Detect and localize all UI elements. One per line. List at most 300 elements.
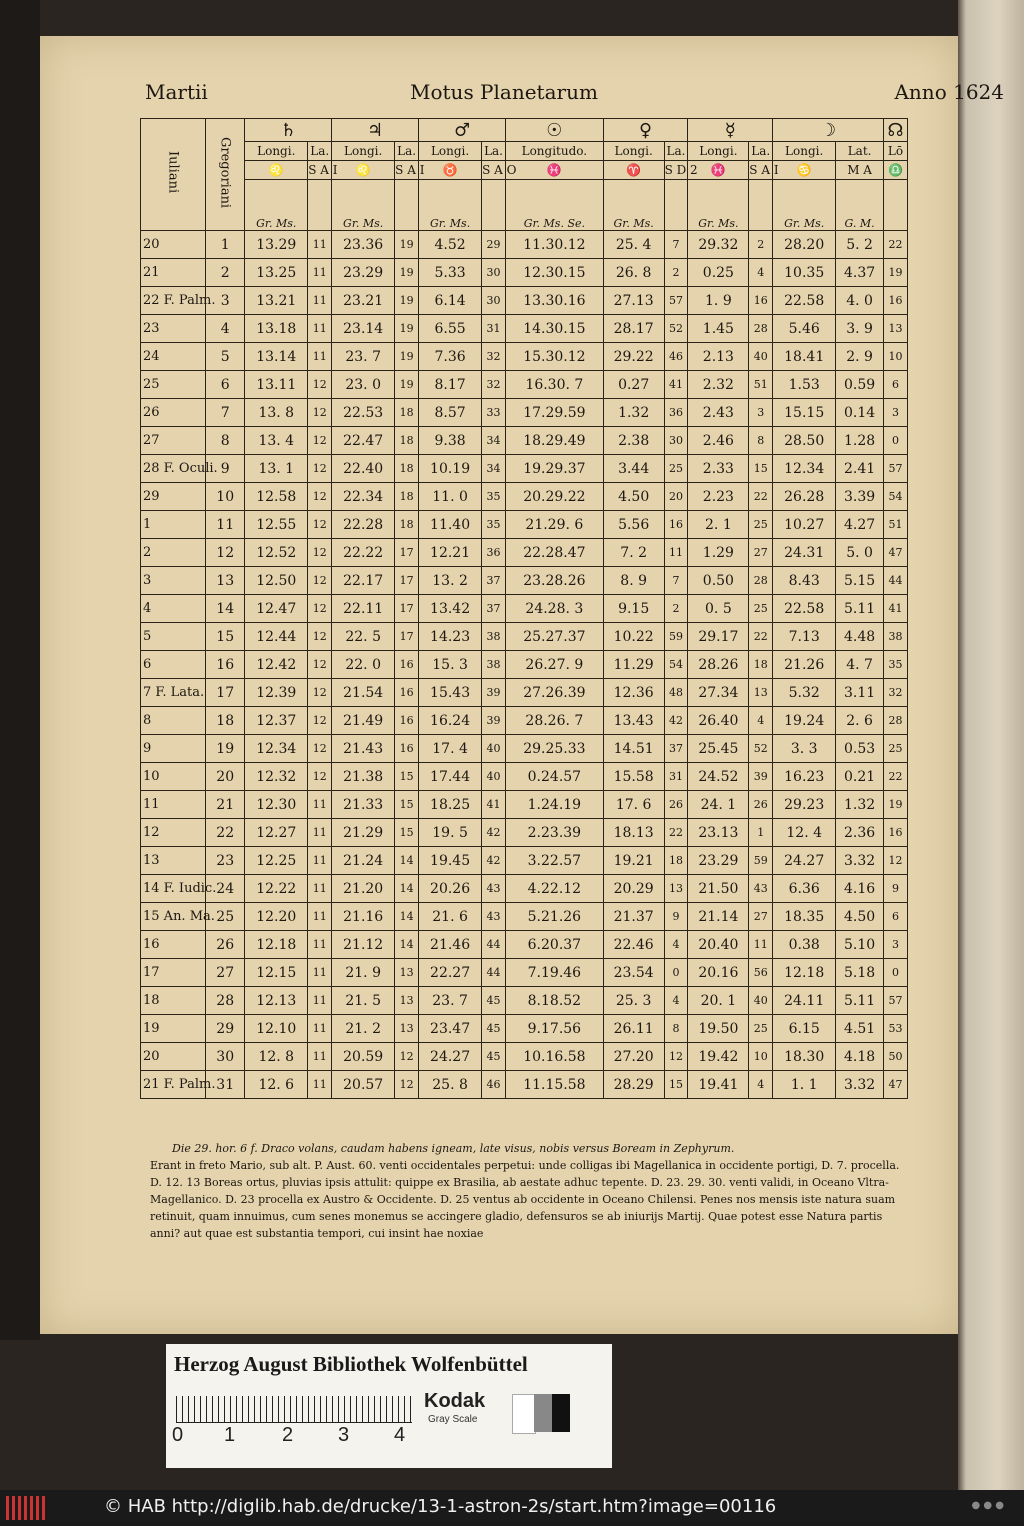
table-row <box>141 707 908 735</box>
table-cell: 22.27 <box>419 959 482 987</box>
ruler-number: 4 <box>394 1424 406 1446</box>
table-cell: 21.50 <box>688 875 749 903</box>
table-cell: 36 <box>664 399 688 427</box>
table-cell: 23.47 <box>419 1015 482 1043</box>
table-cell: 23.29 <box>688 847 749 875</box>
table-cell: 0 <box>664 959 688 987</box>
table-row <box>141 1071 908 1099</box>
ruler-number: 0 <box>172 1424 184 1446</box>
table-cell: 12.18 <box>245 931 308 959</box>
table-cell: 11.40 <box>419 511 482 539</box>
table-row <box>141 455 908 483</box>
table-cell: 8.18.52 <box>505 987 603 1015</box>
table-cell: 12. 8 <box>245 1043 308 1071</box>
table-cell: 5.11 <box>836 987 884 1015</box>
col-unit: Gr. Ms. <box>773 180 836 231</box>
table-cell: 2.23.39 <box>505 819 603 847</box>
table-cell: 16 <box>141 931 206 959</box>
table-cell: 12.15 <box>245 959 308 987</box>
table-cell: 22.28 <box>332 511 395 539</box>
table-cell: 31 <box>206 1071 245 1099</box>
ephemeris-table <box>140 118 908 1099</box>
table-cell: 22 <box>884 763 908 791</box>
table-cell: 27.26.39 <box>505 679 603 707</box>
table-cell: 13.25 <box>245 259 308 287</box>
table-row <box>141 371 908 399</box>
col-sign: ♎ <box>884 161 908 180</box>
table-cell: 25. 3 <box>603 987 664 1015</box>
gray-swatch-white <box>512 1394 536 1434</box>
table-cell: 12 <box>308 763 332 791</box>
table-cell: 12.21 <box>419 539 482 567</box>
table-cell: 17 <box>395 595 419 623</box>
table-cell: 12 <box>308 567 332 595</box>
col-unit: Gr. Ms. <box>603 180 664 231</box>
table-cell: 20.57 <box>332 1071 395 1099</box>
table-cell: 12 <box>308 539 332 567</box>
col-sign: S A I <box>749 161 773 180</box>
table-cell: 1.29 <box>688 539 749 567</box>
table-cell: 18 <box>395 399 419 427</box>
table-cell: 5.32 <box>773 679 836 707</box>
col-sign: S A I <box>308 161 332 180</box>
table-cell: 10 <box>206 483 245 511</box>
table-cell: 28.29 <box>603 1071 664 1099</box>
table-cell: 12 <box>308 707 332 735</box>
table-cell: 21.24 <box>332 847 395 875</box>
table-cell: 10 <box>884 343 908 371</box>
table-cell: 22. 0 <box>332 651 395 679</box>
col-sign: S A O <box>482 161 506 180</box>
table-cell: 24. 1 <box>688 791 749 819</box>
table-cell: 27 <box>749 903 773 931</box>
table-cell: 22. 5 <box>332 623 395 651</box>
table-cell: 19.42 <box>688 1043 749 1071</box>
table-cell: 11 <box>308 903 332 931</box>
table-cell: 2 <box>141 539 206 567</box>
table-cell: 13 <box>141 847 206 875</box>
col-label: Longi. <box>332 142 395 161</box>
table-cell: 1.45 <box>688 315 749 343</box>
table-cell: 5.46 <box>773 315 836 343</box>
col-unit <box>482 180 506 231</box>
table-cell: 0 <box>884 959 908 987</box>
table-cell: 10.19 <box>419 455 482 483</box>
table-cell: 21 <box>206 791 245 819</box>
table-cell: 4 <box>749 259 773 287</box>
table-cell: 21.43 <box>332 735 395 763</box>
table-cell: 11 <box>308 819 332 847</box>
table-cell: 5.33 <box>419 259 482 287</box>
table-cell: 57 <box>664 287 688 315</box>
col-sign: ♈ <box>603 161 664 180</box>
table-cell: 11 <box>308 791 332 819</box>
table-cell: 38 <box>884 623 908 651</box>
table-cell: 23. 0 <box>332 371 395 399</box>
table-cell: 25.45 <box>688 735 749 763</box>
table-row <box>141 847 908 875</box>
header-month: Martii <box>145 80 208 104</box>
table-cell: 22.28.47 <box>505 539 603 567</box>
table-cell: 15.15 <box>773 399 836 427</box>
table-cell: 14 <box>395 847 419 875</box>
table-cell: 12.10 <box>245 1015 308 1043</box>
table-cell: 16 <box>884 287 908 315</box>
table-cell: 21.54 <box>332 679 395 707</box>
table-cell: 12 <box>308 483 332 511</box>
table-cell: 15. 3 <box>419 651 482 679</box>
jupiter-symbol: ♃ <box>332 119 419 142</box>
table-cell: 29.32 <box>688 231 749 259</box>
table-cell: 25 <box>141 371 206 399</box>
col-label: Longitudo. <box>505 142 603 161</box>
table-cell: 4 <box>749 707 773 735</box>
table-cell: 1 <box>206 231 245 259</box>
table-cell: 3 <box>141 567 206 595</box>
table-cell: 11 <box>141 791 206 819</box>
table-cell: 11 <box>308 959 332 987</box>
header-year: Anno 1624 <box>894 80 1004 104</box>
table-cell: 8.57 <box>419 399 482 427</box>
table-cell: 24.28. 3 <box>505 595 603 623</box>
table-cell: 12.34 <box>245 735 308 763</box>
table-cell: 19. 5 <box>419 819 482 847</box>
table-cell: 12 <box>308 595 332 623</box>
table-cell: 6.14 <box>419 287 482 315</box>
table-cell: 15 An. Ma. <box>141 903 206 931</box>
table-row <box>141 259 908 287</box>
table-cell: 17 <box>395 567 419 595</box>
table-row <box>141 595 908 623</box>
table-cell: 41 <box>664 371 688 399</box>
table-row <box>141 987 908 1015</box>
table-cell: 22 <box>749 623 773 651</box>
table-cell: 20.16 <box>688 959 749 987</box>
col-label: Longi. <box>688 142 749 161</box>
table-cell: 11 <box>749 931 773 959</box>
table-cell: 24.27 <box>773 847 836 875</box>
table-cell: 2 <box>664 259 688 287</box>
table-cell: 12 <box>206 539 245 567</box>
table-cell: 21.37 <box>603 903 664 931</box>
table-cell: 48 <box>664 679 688 707</box>
table-cell: 12 <box>395 1043 419 1071</box>
table-cell: 23.36 <box>332 231 395 259</box>
table-cell: 12. 4 <box>773 819 836 847</box>
table-cell: 29.17 <box>688 623 749 651</box>
table-cell: 31 <box>664 763 688 791</box>
table-cell: 20 <box>206 763 245 791</box>
table-cell: 13.21 <box>245 287 308 315</box>
table-cell: 12.34 <box>773 455 836 483</box>
table-cell: 9 <box>884 875 908 903</box>
ruler-number: 1 <box>224 1424 236 1446</box>
table-cell: 19 <box>395 287 419 315</box>
table-cell: 44 <box>482 931 506 959</box>
table-cell: 40 <box>749 343 773 371</box>
table-cell: 1 <box>749 819 773 847</box>
table-cell: 22.34 <box>332 483 395 511</box>
table-row <box>141 819 908 847</box>
table-cell: 4 <box>749 1071 773 1099</box>
table-cell: 45 <box>482 987 506 1015</box>
table-cell: 29.22 <box>603 343 664 371</box>
table-cell: 19.21 <box>603 847 664 875</box>
table-cell: 14 <box>206 595 245 623</box>
table-cell: 1. 1 <box>773 1071 836 1099</box>
table-cell: 4.18 <box>836 1043 884 1071</box>
table-cell: 2. 1 <box>688 511 749 539</box>
table-cell: 21. 9 <box>332 959 395 987</box>
table-cell: 20.40 <box>688 931 749 959</box>
table-cell: 12.36 <box>603 679 664 707</box>
table-cell: 4.50 <box>836 903 884 931</box>
col-unit: Gr. Ms. <box>332 180 395 231</box>
table-cell: 20.26 <box>419 875 482 903</box>
table-cell: 25 <box>884 735 908 763</box>
table-cell: 43 <box>749 875 773 903</box>
table-cell: 21.12 <box>332 931 395 959</box>
table-cell: 53 <box>884 1015 908 1043</box>
table-cell: 9 <box>206 455 245 483</box>
table-cell: 10.22 <box>603 623 664 651</box>
table-cell: 22 F. Palm. <box>141 287 206 315</box>
table-cell: 7 <box>206 399 245 427</box>
table-cell: 20.29.22 <box>505 483 603 511</box>
table-cell: 20.29 <box>603 875 664 903</box>
table-cell: 18 <box>395 511 419 539</box>
table-cell: 1.24.19 <box>505 791 603 819</box>
table-cell: 17 <box>141 959 206 987</box>
table-cell: 3 <box>749 399 773 427</box>
table-cell: 15 <box>395 763 419 791</box>
table-cell: 4.16 <box>836 875 884 903</box>
col-label: Longi. <box>603 142 664 161</box>
table-cell: 12.42 <box>245 651 308 679</box>
table-cell: 37 <box>482 595 506 623</box>
table-cell: 19 <box>395 371 419 399</box>
table-cell: 13.29 <box>245 231 308 259</box>
table-cell: 44 <box>482 959 506 987</box>
table-cell: 40 <box>482 763 506 791</box>
table-cell: 5. 0 <box>836 539 884 567</box>
table-cell: 2.43 <box>688 399 749 427</box>
table-cell: 3. 9 <box>836 315 884 343</box>
table-cell: 3 <box>884 931 908 959</box>
table-row <box>141 931 908 959</box>
table-cell: 25.27.37 <box>505 623 603 651</box>
table-cell: 19.41 <box>688 1071 749 1099</box>
table-cell: 35 <box>482 511 506 539</box>
table-cell: 30 <box>482 287 506 315</box>
table-cell: 14 <box>395 931 419 959</box>
table-row <box>141 399 908 427</box>
table-cell: 3.39 <box>836 483 884 511</box>
gray-swatch-mid <box>534 1394 552 1432</box>
table-cell: 12.18 <box>773 959 836 987</box>
table-cell: 8 <box>141 707 206 735</box>
col-unit <box>884 180 908 231</box>
table-cell: 12.52 <box>245 539 308 567</box>
table-cell: 12.55 <box>245 511 308 539</box>
table-cell: 4. 0 <box>836 287 884 315</box>
table-cell: 32 <box>884 679 908 707</box>
table-cell: 27 <box>206 959 245 987</box>
table-cell: 1 <box>141 511 206 539</box>
note-paragraph: Die 29. hor. 6 f. Draco volans, caudam habens igneam, late visus, nobis versus Boream in Zephyrum. <box>172 1142 735 1155</box>
col-unit: G. M. <box>836 180 884 231</box>
table-cell: 13.42 <box>419 595 482 623</box>
table-cell: 51 <box>749 371 773 399</box>
table-cell: 4.48 <box>836 623 884 651</box>
table-cell: 24.52 <box>688 763 749 791</box>
table-cell: 12 <box>308 427 332 455</box>
table-cell: 10.27 <box>773 511 836 539</box>
table-cell: 35 <box>884 651 908 679</box>
table-cell: 21.26 <box>773 651 836 679</box>
table-cell: 10 <box>749 1043 773 1071</box>
table-cell: 28.20 <box>773 231 836 259</box>
table-cell: 18 <box>141 987 206 1015</box>
table-cell: 16.24 <box>419 707 482 735</box>
table-cell: 12.58 <box>245 483 308 511</box>
table-cell: 28.26. 7 <box>505 707 603 735</box>
table-cell: 8 <box>206 427 245 455</box>
table-cell: 34 <box>482 455 506 483</box>
table-cell: 22 <box>884 231 908 259</box>
table-cell: 25 <box>664 455 688 483</box>
table-cell: 29 <box>141 483 206 511</box>
table-row <box>141 651 908 679</box>
mars-symbol: ♂ <box>419 119 506 142</box>
table-cell: 21.33 <box>332 791 395 819</box>
table-row <box>141 735 908 763</box>
table-cell: 26.40 <box>688 707 749 735</box>
table-cell: 22 <box>206 819 245 847</box>
gregorian-header: Gregoriani <box>206 119 245 231</box>
table-row <box>141 483 908 511</box>
table-cell: 26 <box>141 399 206 427</box>
table-cell: 20 <box>664 483 688 511</box>
table-cell: 13. 4 <box>245 427 308 455</box>
table-cell: 13 <box>664 875 688 903</box>
table-cell: 26 <box>664 791 688 819</box>
table-cell: 54 <box>664 651 688 679</box>
table-cell: 8 <box>664 1015 688 1043</box>
table-cell: 13. 1 <box>245 455 308 483</box>
table-cell: 16 <box>749 287 773 315</box>
table-cell: 0.21 <box>836 763 884 791</box>
table-cell: 24.31 <box>773 539 836 567</box>
kodak-logo: Kodak <box>424 1390 486 1412</box>
table-cell: 37 <box>664 735 688 763</box>
table-cell: 9 <box>141 735 206 763</box>
table-cell: 19 <box>141 1015 206 1043</box>
table-cell: 11 <box>308 1015 332 1043</box>
table-cell: 24 <box>206 875 245 903</box>
table-cell: 59 <box>664 623 688 651</box>
table-cell: 17.29.59 <box>505 399 603 427</box>
table-cell: 14.51 <box>603 735 664 763</box>
table-cell: 21.38 <box>332 763 395 791</box>
table-cell: 18 <box>664 847 688 875</box>
table-cell: 22.46 <box>603 931 664 959</box>
table-cell: 20 <box>141 231 206 259</box>
table-cell: 54 <box>884 483 908 511</box>
table-cell: 0.24.57 <box>505 763 603 791</box>
table-cell: 3. 3 <box>773 735 836 763</box>
table-cell: 0.50 <box>688 567 749 595</box>
adjacent-page <box>958 0 1024 1490</box>
table-cell: 0. 5 <box>688 595 749 623</box>
table-cell: 0.14 <box>836 399 884 427</box>
moon-symbol: ☽ <box>773 119 884 142</box>
table-cell: 26 <box>749 791 773 819</box>
table-cell: 14 <box>395 875 419 903</box>
table-cell: 11 <box>308 231 332 259</box>
table-cell: 7.36 <box>419 343 482 371</box>
table-cell: 18.41 <box>773 343 836 371</box>
table-cell: 6 <box>884 371 908 399</box>
table-cell: 22.17 <box>332 567 395 595</box>
table-cell: 42 <box>482 819 506 847</box>
table-cell: 11 <box>308 847 332 875</box>
table-cell: 14 F. Iudic. <box>141 875 206 903</box>
table-cell: 45 <box>482 1015 506 1043</box>
table-cell: 10.16.58 <box>505 1043 603 1071</box>
scan-background <box>0 0 40 1340</box>
table-cell: 2.13 <box>688 343 749 371</box>
table-cell: 24 <box>141 343 206 371</box>
table-cell: 28 <box>884 707 908 735</box>
table-cell: 27.34 <box>688 679 749 707</box>
table-cell: 19 <box>206 735 245 763</box>
table-cell: 6.20.37 <box>505 931 603 959</box>
ruler-number: 3 <box>338 1424 350 1446</box>
table-cell: 34 <box>482 427 506 455</box>
table-row <box>141 539 908 567</box>
table-cell: 2. 6 <box>836 707 884 735</box>
table-cell: 12 <box>884 847 908 875</box>
col-sign: ♓ <box>688 161 749 180</box>
table-cell: 1. 9 <box>688 287 749 315</box>
table-cell: 14.23 <box>419 623 482 651</box>
table-cell: 21.20 <box>332 875 395 903</box>
table-cell: 29 <box>206 1015 245 1043</box>
table-cell: 23.13 <box>688 819 749 847</box>
table-cell: 13 <box>206 567 245 595</box>
table-cell: 2.41 <box>836 455 884 483</box>
table-cell: 15 <box>664 1071 688 1099</box>
table-cell: 12.44 <box>245 623 308 651</box>
table-cell: 4.27 <box>836 511 884 539</box>
table-cell: 37 <box>482 567 506 595</box>
table-cell: 41 <box>482 791 506 819</box>
table-cell: 19.24 <box>773 707 836 735</box>
table-cell: 17 <box>206 679 245 707</box>
table-cell: 13 <box>395 959 419 987</box>
table-cell: 27 <box>749 539 773 567</box>
saturn-symbol: ♄ <box>245 119 332 142</box>
table-cell: 17. 6 <box>603 791 664 819</box>
table-cell: 6 <box>206 371 245 399</box>
table-cell: 12.13 <box>245 987 308 1015</box>
page-header <box>0 78 1024 118</box>
table-cell: 23 <box>141 315 206 343</box>
col-label: La. <box>395 142 419 161</box>
hab-logo-icon <box>6 1496 48 1520</box>
table-cell: 11 <box>308 987 332 1015</box>
